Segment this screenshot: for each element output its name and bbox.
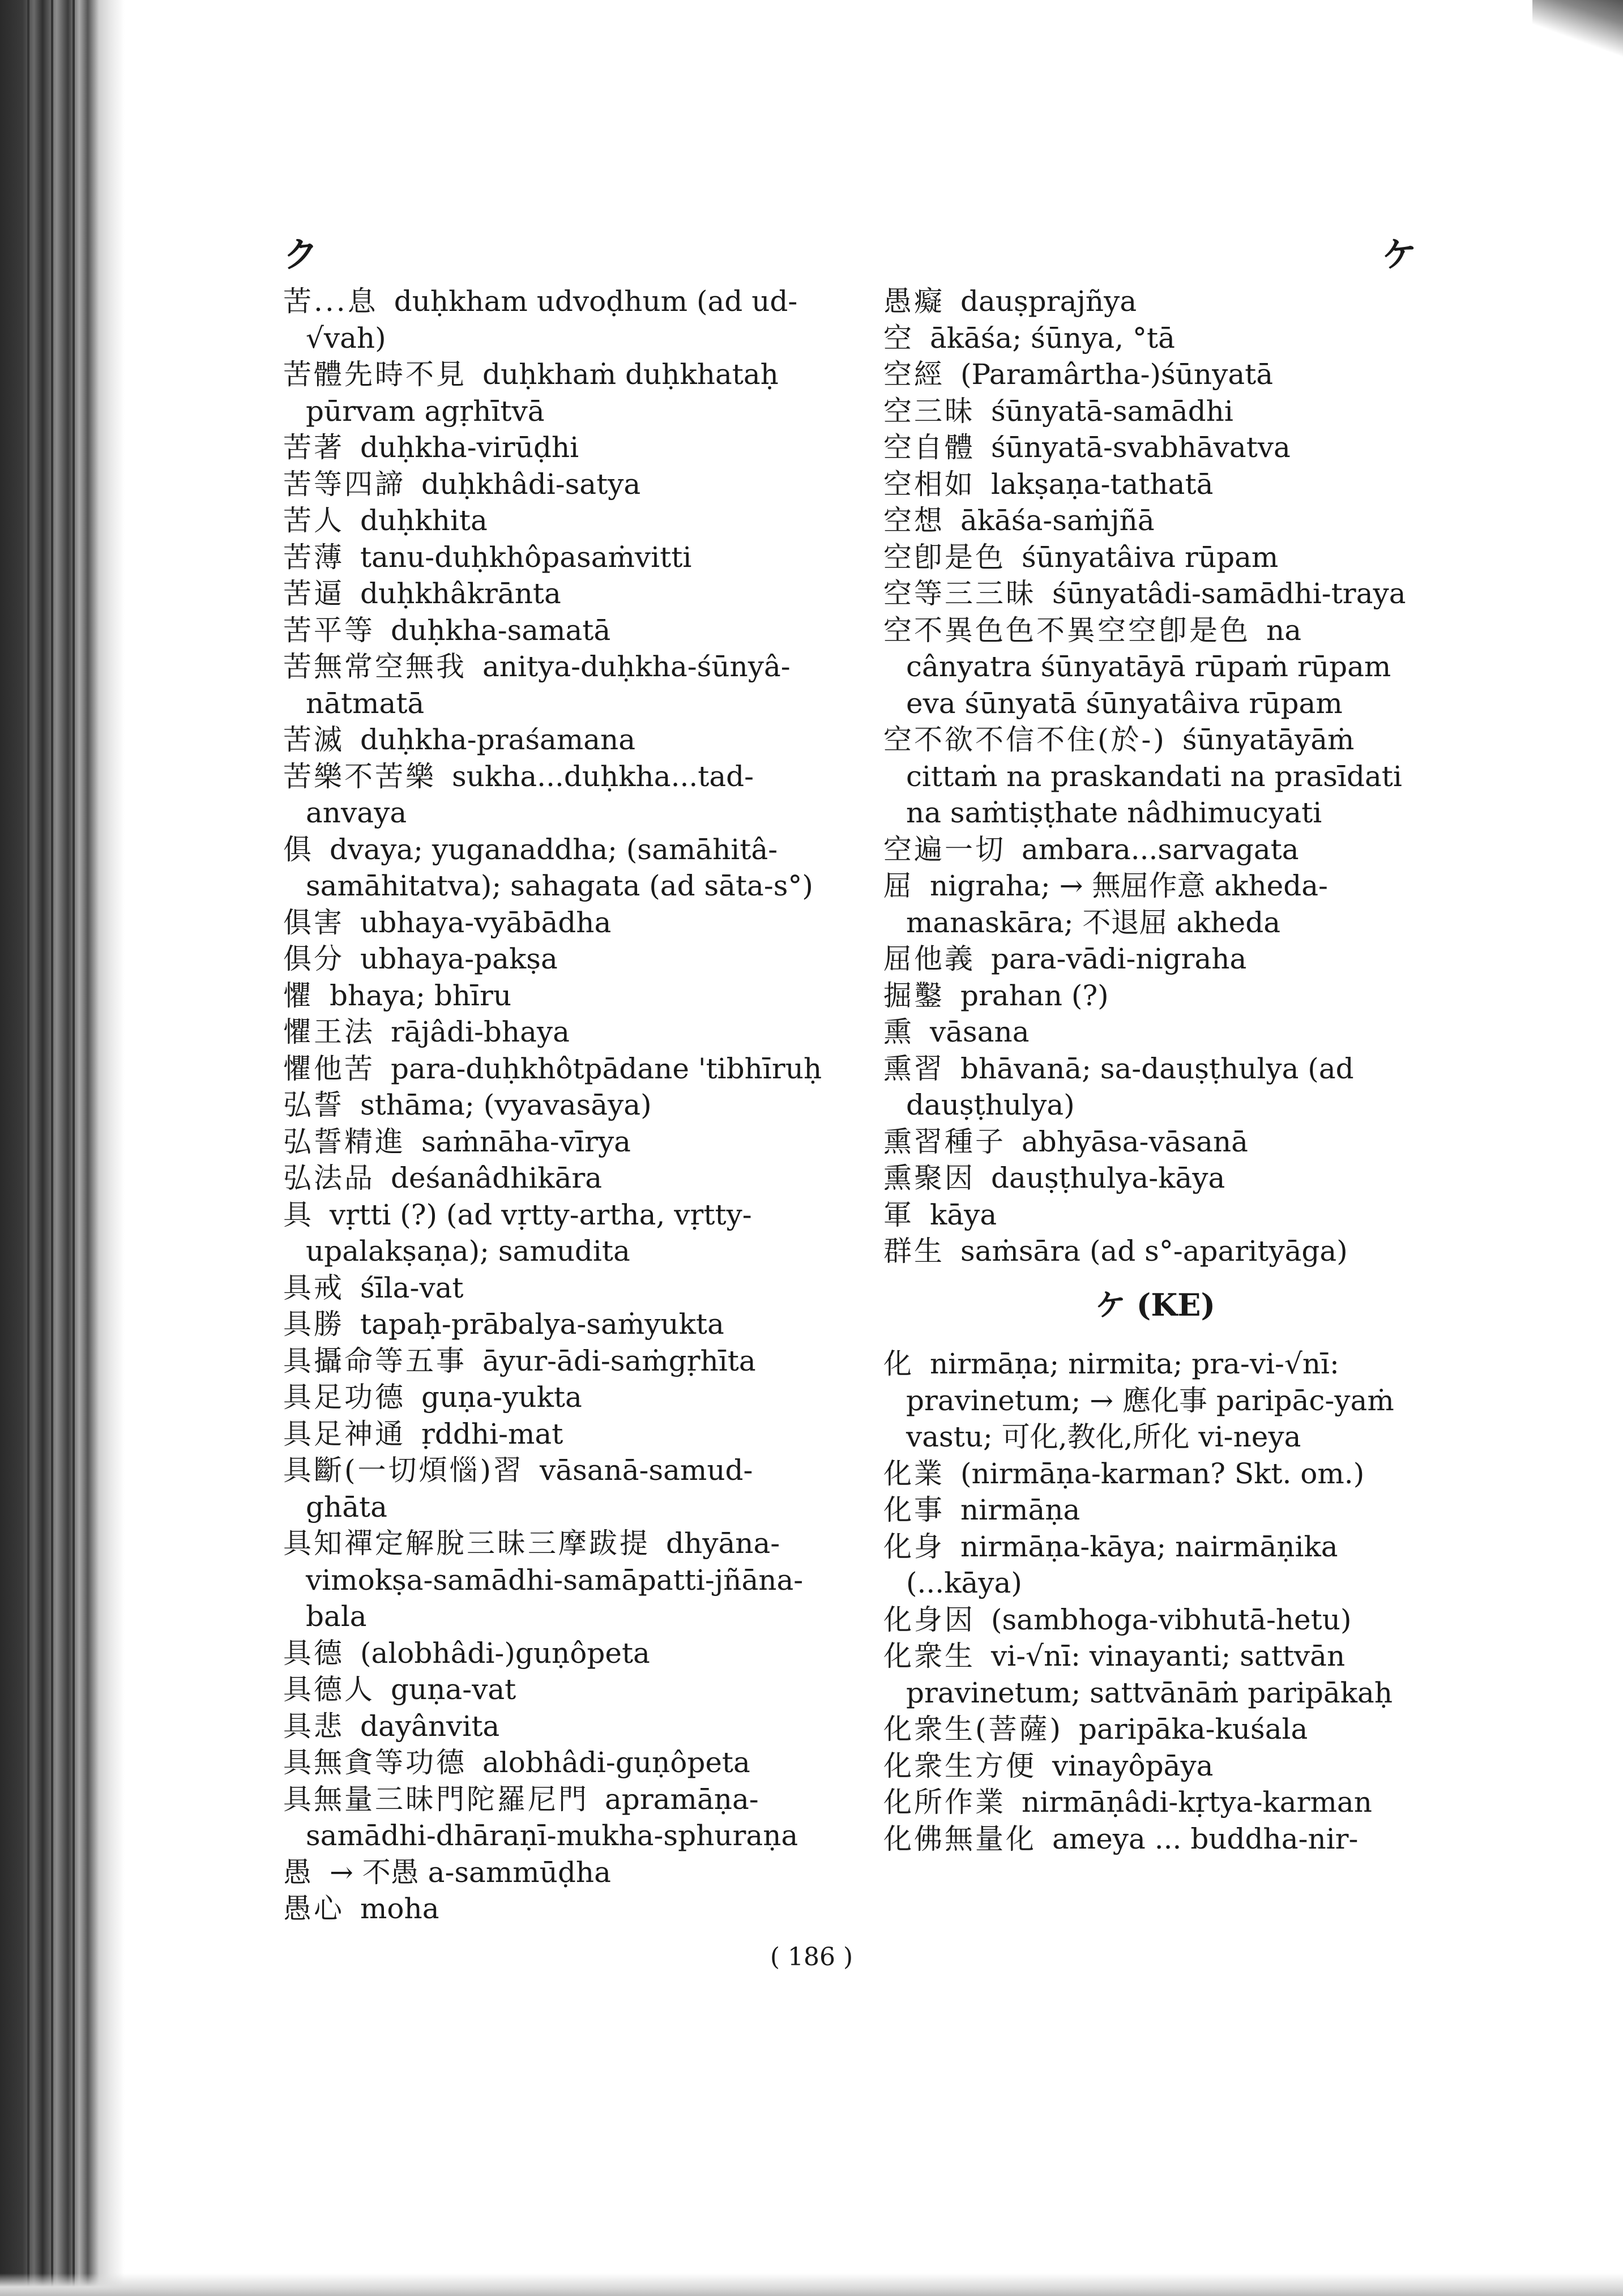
entry-definition: duḥkha-virūḍhi <box>360 431 579 464</box>
dictionary-entry <box>283 941 827 978</box>
entry-headword: 苦體先時不見 <box>283 358 467 391</box>
entry-definition: ākāśa-saṁjñā <box>960 504 1155 537</box>
dictionary-entry <box>283 1160 827 1197</box>
entry-definition: śūnyatāyāṁ cittaṁ na praskandati na prasīdati na saṁtiṣṭhate nâdhimucyati <box>906 723 1402 829</box>
entry-headword: 俱分 <box>283 942 344 975</box>
entry-definition: sukha...duḥkha...tad-anvaya <box>306 759 754 829</box>
entry-definition: → 不愚 a-sammūḍha <box>330 1855 611 1889</box>
entry-headword: 空三昧 <box>883 394 975 428</box>
dictionary-entry <box>883 575 1427 612</box>
entry-definition: duḥkhaṁ duḥkhataḥ pūrvam agṛhītvā <box>306 358 779 428</box>
dictionary-entry <box>883 1492 1427 1529</box>
dictionary-entry <box>883 356 1427 393</box>
right-column <box>883 283 1427 1857</box>
entry-definition: dhyāna-vimokṣa-samādhi-samāpatti-jñāna-bala <box>306 1527 804 1633</box>
entry-headword: 空卽是色 <box>883 540 1006 574</box>
entry-headword: 弘誓精進 <box>283 1125 405 1158</box>
entry-headword: 空不欲不信不住(於-) <box>883 723 1167 756</box>
entry-headword: 弘法品 <box>283 1162 375 1194</box>
entry-headword: 空相如 <box>883 467 975 501</box>
dictionary-entry <box>283 1343 827 1380</box>
entry-definition: ṛddhi-mat <box>421 1417 563 1450</box>
entry-headword: 掘鑿 <box>883 979 945 1012</box>
entry-definition: duḥkha-praśamana <box>360 723 636 756</box>
entry-headword: 具戒 <box>283 1271 344 1304</box>
entry-definition: tapaḥ-prābalya-saṁyukta <box>360 1308 724 1341</box>
entry-headword: 群生 <box>883 1235 945 1268</box>
dictionary-entry <box>283 831 827 904</box>
dictionary-entry <box>283 648 827 722</box>
dictionary-entry <box>883 320 1427 357</box>
dictionary-entry <box>283 356 827 429</box>
entry-headword: 愚心 <box>283 1892 344 1925</box>
entry-headword: 化衆生方便 <box>883 1749 1036 1782</box>
page-number: ( 186 ) <box>770 1943 853 1971</box>
left-column <box>283 283 827 1927</box>
entry-headword: 苦無常空無我 <box>283 650 467 683</box>
entry-definition: śūnyatâdi-samādhi-traya <box>1052 577 1406 610</box>
entry-definition: deśanâdhikāra <box>391 1162 603 1194</box>
dictionary-entry <box>283 978 827 1014</box>
entry-headword: 具德 <box>283 1636 344 1670</box>
dictionary-entry <box>883 393 1427 430</box>
entry-definition: bhaya; bhīru <box>330 979 512 1012</box>
entry-headword: 化事 <box>883 1493 945 1526</box>
dictionary-entry <box>283 429 827 466</box>
entry-headword: 熏聚因 <box>883 1162 975 1194</box>
right-column-section-entries <box>883 1346 1427 1857</box>
entry-headword: 空想 <box>883 504 945 537</box>
entry-headword: 化 <box>883 1347 914 1380</box>
entry-definition: vāsanā-samud-ghāta <box>306 1454 753 1523</box>
entry-definition: nirmāṇa-kāya; nairmāṇika (...kāya) <box>906 1530 1338 1599</box>
entry-definition: guṇa-yukta <box>421 1381 582 1414</box>
entry-headword: 熏習種子 <box>883 1125 1006 1158</box>
entry-definition: duḥkhâdi-satya <box>421 467 641 501</box>
entry-definition: duḥkhâkrānta <box>360 577 561 610</box>
dictionary-entry <box>283 466 827 503</box>
dictionary-entry <box>283 1051 827 1087</box>
entry-headword: 弘誓 <box>283 1089 344 1121</box>
dictionary-entry <box>283 1197 827 1270</box>
entry-headword: 空不異色色不異空空卽是色 <box>883 613 1250 647</box>
dictionary-entry <box>283 904 827 941</box>
entry-headword: 具無貪等功德 <box>283 1746 467 1779</box>
dictionary-entry <box>883 1638 1427 1711</box>
dictionary-entry <box>883 539 1427 576</box>
dictionary-entry <box>283 1671 827 1708</box>
dictionary-entry <box>283 1781 827 1854</box>
dictionary-entry <box>883 978 1427 1014</box>
page-bottom-shadow <box>0 2273 1623 2296</box>
entry-definition: rājâdi-bhaya <box>391 1015 570 1048</box>
entry-headword: 空經 <box>883 358 945 391</box>
entry-definition: ameya ... buddha-nir- <box>1052 1822 1359 1855</box>
dictionary-entry <box>283 1452 827 1525</box>
page-corner-shadow <box>1532 0 1623 62</box>
entry-definition: dayânvita <box>360 1709 500 1743</box>
dictionary-entry <box>883 831 1427 868</box>
dictionary-entry <box>283 539 827 576</box>
entry-definition: dvaya; yuganaddha; (samāhitâ-samāhitatva); sahagata (ad sāta-s°) <box>306 833 813 902</box>
entry-headword: 熏 <box>883 1015 914 1048</box>
entry-definition: (sambhoga-vibhutā-hetu) <box>991 1603 1352 1636</box>
entry-headword: 具 <box>283 1198 314 1231</box>
dictionary-entry <box>883 1014 1427 1051</box>
entry-headword: 懼他苦 <box>283 1052 375 1085</box>
dictionary-entry <box>283 502 827 539</box>
dictionary-entry <box>883 1602 1427 1638</box>
dictionary-entry <box>883 1456 1427 1492</box>
entry-headword: 空 <box>883 321 914 355</box>
entry-definition: (nirmāṇa-karman? Skt. om.) <box>960 1457 1365 1490</box>
entry-headword: 空自體 <box>883 431 975 464</box>
dictionary-entry <box>883 466 1427 503</box>
dictionary-entry <box>883 722 1427 831</box>
entry-definition: sthāma; (vyavasāya) <box>360 1089 652 1121</box>
entry-headword: 俱害 <box>283 906 344 939</box>
dictionary-entry <box>883 429 1427 466</box>
entry-definition: na cânyatra śūnyatāyā rūpaṁ rūpam eva śūnyatā śūnyatâiva rūpam <box>906 613 1391 720</box>
entry-headword: 愚 <box>283 1855 314 1889</box>
entry-headword: 苦樂不苦樂 <box>283 759 436 793</box>
entry-headword: 軍 <box>883 1198 914 1231</box>
entry-headword: 化業 <box>883 1457 945 1490</box>
dictionary-entry <box>883 612 1427 722</box>
entry-definition: śūnyatâiva rūpam <box>1022 540 1279 574</box>
entry-definition: abhyāsa-vāsanā <box>1022 1125 1248 1158</box>
dictionary-entry <box>283 1379 827 1416</box>
dictionary-entry <box>883 1051 1427 1124</box>
entry-definition: nirmāṇa; nirmita; pra-vi-√nī: pravinetum; → 應化事 paripāc-yaṁ vastu; 可化,教化,所化 vi-neya <box>906 1347 1394 1453</box>
dictionary-entry <box>883 1821 1427 1858</box>
entry-definition: tanu-duḥkhôpasaṁvitti <box>360 540 692 574</box>
entry-definition: śūnyatā-svabhāvatva <box>991 431 1291 464</box>
entry-definition: vi-√nī: vinayanti; sattvān pravinetum; sattvānāṁ paripākaḥ <box>906 1640 1393 1709</box>
entry-headword: 化身因 <box>883 1603 975 1636</box>
entry-definition: dauṣṭhulya-kāya <box>991 1162 1225 1194</box>
entry-headword: 具足功德 <box>283 1381 405 1414</box>
entry-definition: saṁnāha-vīrya <box>421 1125 631 1158</box>
dictionary-entry <box>283 722 827 758</box>
entry-definition: vṛtti (?) (ad vṛtty-artha, vṛtty-upalakṣaṇa); samudita <box>306 1198 752 1268</box>
dictionary-entry <box>283 1635 827 1672</box>
entry-headword: 具德人 <box>283 1673 375 1706</box>
entry-headword: 空遍一切 <box>883 833 1006 866</box>
entry-definition: (Paramârtha-)śūnyatā <box>960 358 1274 391</box>
entry-headword: 苦薄 <box>283 540 344 574</box>
entry-headword: 具悲 <box>283 1709 344 1743</box>
entry-headword: 具足神通 <box>283 1417 405 1450</box>
entry-headword: 俱 <box>283 833 314 866</box>
entry-definition: prahan (?) <box>960 979 1109 1012</box>
entry-definition: anitya-duḥkha-śūnyâ-nātmatā <box>306 650 791 720</box>
dictionary-entry <box>283 1854 827 1891</box>
entry-headword: 空等三三昧 <box>883 577 1036 610</box>
entry-headword: 苦平等 <box>283 613 375 647</box>
entry-headword: 具無量三昧門陀羅尼門 <box>283 1782 589 1816</box>
entry-headword: 愚癡 <box>883 285 945 318</box>
header-left-kana: ク <box>283 234 319 275</box>
dictionary-entry <box>283 1708 827 1745</box>
header-right-kana: ケ <box>1382 234 1417 275</box>
entry-definition: āyur-ādi-saṁgṛhīta <box>482 1344 756 1377</box>
dictionary-entry <box>883 1711 1427 1748</box>
entry-headword: 屈 <box>883 869 914 902</box>
entry-definition: para-duḥkhôtpādane 'tibhīruḥ <box>391 1052 822 1085</box>
dictionary-entry <box>883 1346 1427 1456</box>
entry-definition: vāsana <box>930 1015 1030 1048</box>
dictionary-entry <box>883 941 1427 978</box>
dictionary-entry <box>883 868 1427 941</box>
entry-definition: ubhaya-pakṣa <box>360 942 558 975</box>
entry-definition: moha <box>360 1892 439 1925</box>
entry-definition: lakṣaṇa-tathatā <box>991 467 1214 501</box>
entry-definition: ambara...sarvagata <box>1022 833 1299 866</box>
entry-headword: 具知禪定解脫三昧三摩跋提 <box>283 1527 650 1560</box>
entry-definition: śūnyatā-samādhi <box>991 394 1233 428</box>
entry-definition: nirmāṇâdi-kṛtya-karman <box>1022 1786 1372 1819</box>
dictionary-entry <box>283 575 827 612</box>
dictionary-entry <box>283 1306 827 1343</box>
entry-headword: 化所作業 <box>883 1786 1006 1819</box>
entry-definition: apramāṇa-samādhi-dhāraṇī-mukha-sphuraṇa <box>306 1782 798 1852</box>
section-heading: ケ (KE) <box>1095 1286 1215 1323</box>
entry-headword: 苦等四諦 <box>283 467 405 501</box>
entry-definition: duḥkha-samatā <box>391 613 611 647</box>
entry-definition: kāya <box>930 1198 997 1231</box>
entry-definition: duḥkham udvoḍhum (ad ud-√vah) <box>306 285 798 355</box>
entry-definition: nigraha; → 無屈作意 akheda-manaskāra; 不退屈 akheda <box>906 869 1328 939</box>
entry-definition: bhāvanā; sa-dauṣṭhulya (ad dauṣṭhulya) <box>906 1052 1354 1121</box>
entry-definition: (alobhâdi-)guṇôpeta <box>360 1636 650 1670</box>
entry-headword: 化衆生(菩薩) <box>883 1713 1064 1746</box>
entry-definition: saṁsāra (ad s°-aparityāga) <box>960 1235 1348 1268</box>
dictionary-entry <box>283 283 827 356</box>
dictionary-entry <box>883 1748 1427 1785</box>
entry-headword: 苦著 <box>283 431 344 464</box>
entry-definition: ubhaya-vyābādha <box>360 906 612 939</box>
dictionary-entry <box>283 1014 827 1051</box>
entry-headword: 懼 <box>283 979 314 1012</box>
dictionary-entry <box>283 612 827 649</box>
dictionary-entry <box>883 1197 1427 1234</box>
dictionary-entry <box>283 1416 827 1453</box>
entry-headword: 苦...息 <box>283 285 378 318</box>
entry-headword: 懼王法 <box>283 1015 375 1048</box>
entry-definition: para-vādi-nigraha <box>991 942 1247 975</box>
entry-headword: 化衆生 <box>883 1640 975 1672</box>
dictionary-entry <box>283 1744 827 1781</box>
entry-headword: 具斷(一切煩惱)習 <box>283 1454 524 1487</box>
dictionary-entry <box>283 1270 827 1307</box>
entry-headword: 苦逼 <box>283 577 344 610</box>
right-column-entries <box>883 283 1427 1270</box>
dictionary-entry <box>283 758 827 831</box>
dictionary-entry <box>283 1890 827 1927</box>
dictionary-entry <box>883 283 1427 320</box>
entry-definition: paripāka-kuśala <box>1079 1713 1308 1746</box>
dictionary-entry <box>883 1784 1427 1821</box>
dictionary-entry <box>883 1529 1427 1602</box>
dictionary-entry <box>883 1160 1427 1197</box>
entry-definition: nirmāṇa <box>960 1493 1080 1526</box>
entry-headword: 具勝 <box>283 1308 344 1341</box>
dictionary-entry <box>283 1124 827 1160</box>
dictionary-entry <box>283 1525 827 1635</box>
dictionary-entry <box>883 1233 1427 1270</box>
entry-definition: śīla-vat <box>360 1271 464 1304</box>
entry-definition: vinayôpāya <box>1052 1749 1214 1782</box>
entry-headword: 化身 <box>883 1530 945 1563</box>
entry-definition: dauṣprajñya <box>960 285 1137 318</box>
entry-headword: 具攝命等五事 <box>283 1344 467 1377</box>
entry-headword: 屈他義 <box>883 942 975 975</box>
entry-headword: 化佛無量化 <box>883 1822 1036 1855</box>
entry-definition: guṇa-vat <box>391 1673 516 1706</box>
entry-definition: alobhâdi-guṇôpeta <box>482 1746 750 1779</box>
entry-headword: 熏習 <box>883 1052 945 1085</box>
entry-headword: 苦滅 <box>283 723 344 756</box>
entry-headword: 苦人 <box>283 504 344 537</box>
dictionary-entry <box>883 502 1427 539</box>
entry-definition: duḥkhita <box>360 504 488 537</box>
dictionary-entry <box>283 1087 827 1124</box>
dictionary-entry <box>883 1124 1427 1160</box>
entry-definition: ākāśa; śūnya, °tā <box>930 321 1175 355</box>
